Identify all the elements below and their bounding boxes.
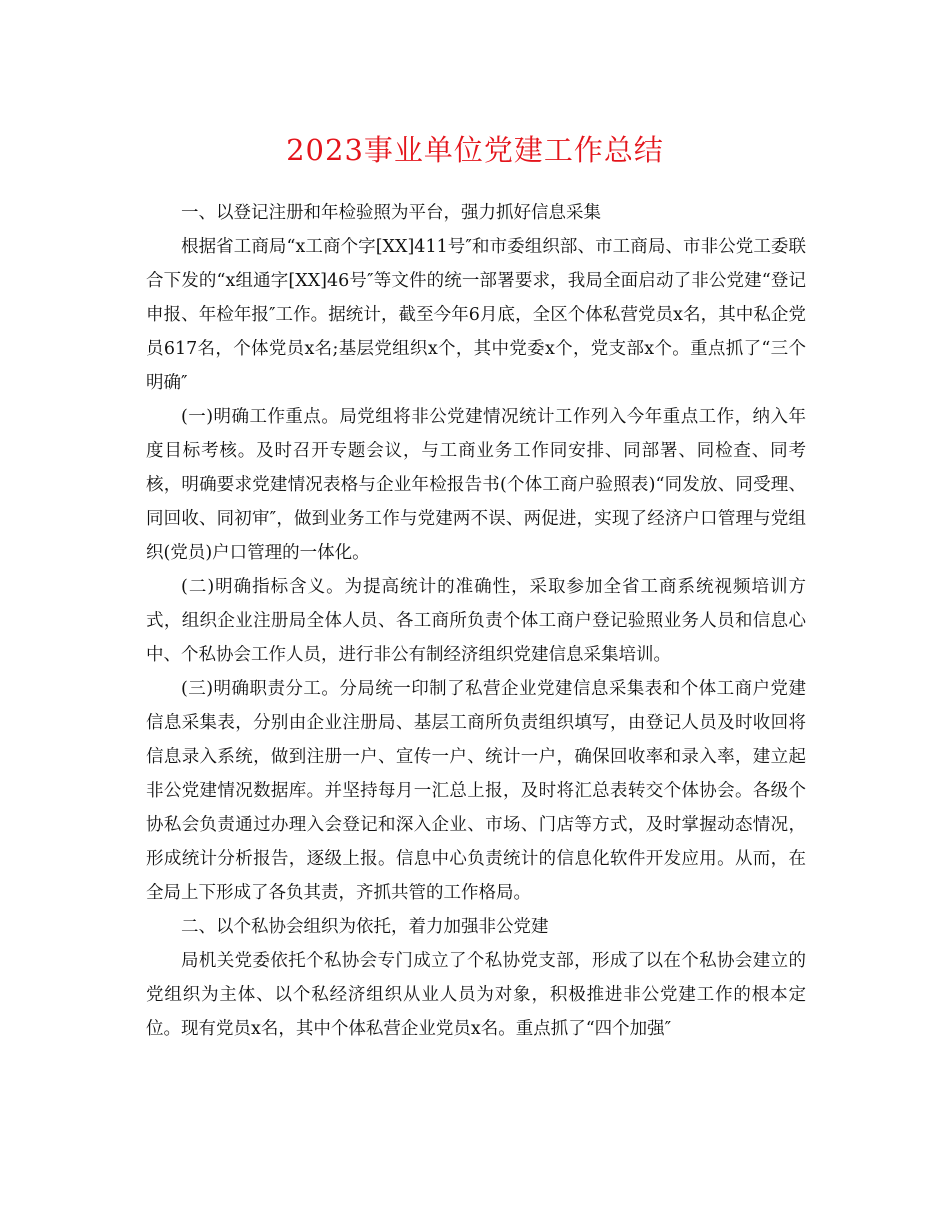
paragraph: 局机关党委依托个私协会专门成立了个私协党支部，形成了以在个私协会建立的党组织为主体、以个私经济组织从业人员为对象，积极推进非公党建工作的根本定位。现有党员x名，其中个体私营企业党员x名。重点抓了“四个加强″ <box>146 951 806 1039</box>
section-heading-1: 一、以登记注册和年检验照为平台，强力抓好信息采集 <box>181 203 601 223</box>
document-title: 2023事业单位党建工作总结 <box>286 133 664 167</box>
paragraph: (一)明确工作重点。局党组将非公党建情况统计工作列入今年重点工作，纳入年度目标考核。及时召开专题会议，与工商业务工作同安排、同部署、同检查、同考核，明确要求党建情况表格与企业年检报告书(个体工商户验照表)“同发放、同受理、同回收、同初审″，做到业务工作与党建两不误、两促进，实现了经济户口管理与党组织(党员)户口管理的一体化。 <box>146 407 806 563</box>
paragraph: 根据省工商局“x工商个字[XX]411号″和市委组织部、市工商局、市非公党工委联合下发的“x组通字[XX]46号″等文件的统一部署要求，我局全面启动了非公党建“登记申报、年检年报″工作。据统计，截至今年6月底，全区个体私营党员x名，其中私企党员617名，个体党员x名;基层党组织x个，其中党委x个，党支部x个。重点抓了“三个明确″ <box>146 237 806 393</box>
paragraph: (三)明确职责分工。分局统一印制了私营企业党建信息采集表和个体工商户党建信息采集表，分别由企业注册局、基层工商所负责组织填写，由登记人员及时收回将信息录入系统，做到注册一户、宣传一户、统计一户，确保回收率和录入率，建立起非公党建情况数据库。并坚持每月一汇总上报，及时将汇总表转交个体协会。各级个协私会负责通过办理入会登记和深入企业、市场、门店等方式，及时掌握动态情况，形成统计分析报告，逐级上报。信息中心负责统计的信息化软件开发应用。从而，在全局上下形成了各负其责，齐抓共管的工作格局。 <box>146 679 806 903</box>
section-heading-2: 二、以个私协会组织为依托，着力加强非公党建 <box>181 917 549 937</box>
paragraph: (二)明确指标含义。为提高统计的准确性，采取参加全省工商系统视频培训方式，组织企业注册局全体人员、各工商所负责个体工商户登记验照业务人员和信息心中、个私协会工作人员，进行非公有制经济组织党建信息采集培训。 <box>146 577 806 665</box>
document-body <box>146 196 806 1046</box>
